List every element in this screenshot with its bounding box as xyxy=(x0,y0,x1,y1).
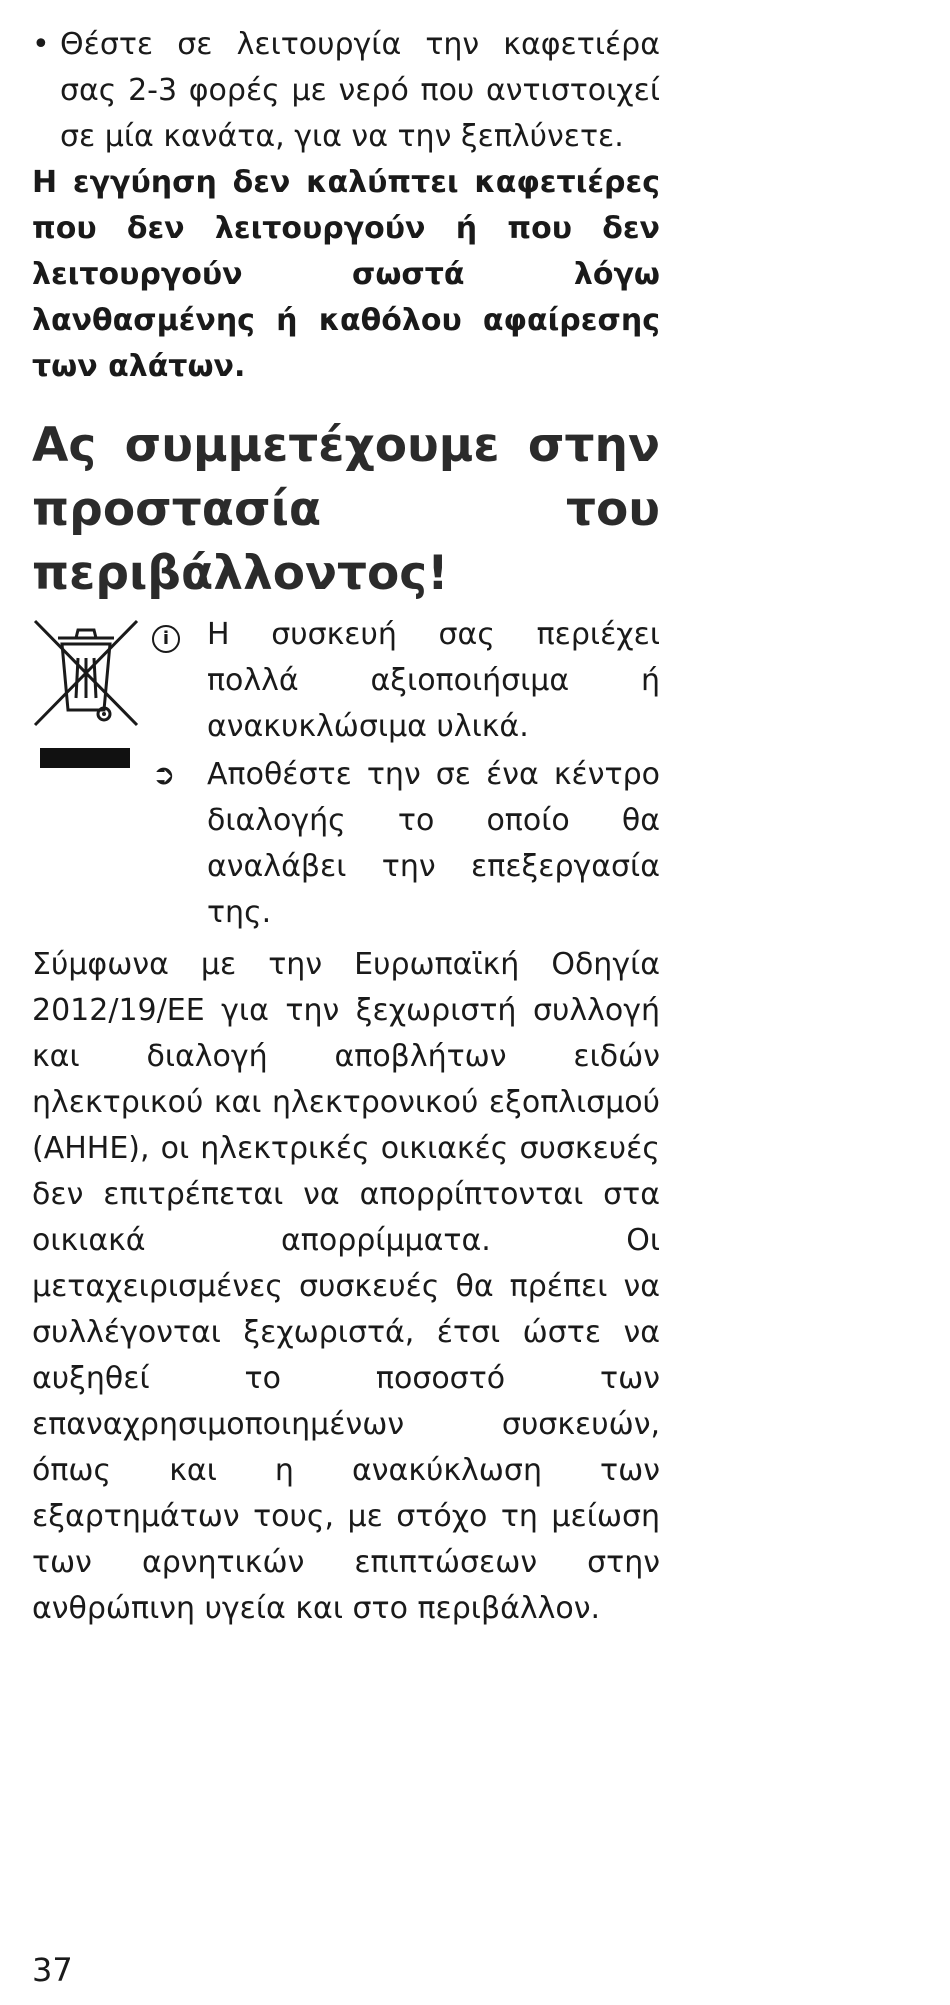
instruction-text: Θέστε σε λειτουργία την καφετιέρα σας 2-3 φορές με νερό που αντιστοιχεί σε μία κανάτα, για να την ξεπλύνετε. xyxy=(60,27,660,154)
page-number: 37 xyxy=(32,1951,73,1989)
info-item xyxy=(152,612,660,750)
document-page xyxy=(32,22,660,1632)
separate-collection-bar xyxy=(40,748,130,768)
bullet-dot: • xyxy=(32,27,50,62)
environment-heading: Ας συμμετέχουμε στην προστασία του περιβάλλοντος! xyxy=(32,418,660,601)
info-icon: i xyxy=(152,612,188,658)
action-item xyxy=(152,752,660,936)
instruction-bullet xyxy=(32,22,660,160)
warranty-note: Η εγγύηση δεν καλύπτει καφετιέρες που δεν λειτουργούν ή που δεν λειτουργούν σωστά λόγω λανθασμένης ή καθόλου αφαίρεσης των αλάτων. xyxy=(32,165,660,384)
weee-directive-paragraph: Σύμφωνα με την Ευρωπαϊκή Οδηγία 2012/19/ΕΕ για την ξεχωριστή συλλογή και διαλογή αποβλήτων ειδών ηλεκτρικού και ηλεκτρονικού εξοπλισμού (ΑΗΗΕ), οι ηλεκτρικές οικιακές συσκευές δεν επιτρέπεται να απορρίπτονται στα οικιακά απορρίμματα. Οι μεταχειρισμένες συσκευές θα πρέπει να συλλέγονται ξεχωριστά, έτσι ώστε να αυξηθεί το ποσοστό των επαναχρησιμοποιημένων συσκευών, όπως και η ανακύκλωση των εξαρτημάτων τους, με στόχο τη μείωση των αρνητικών επιπτώσεων στην ανθρώπινη υγεία και στο περιβάλλον. xyxy=(32,947,660,1626)
arrow-right-icon: ➲ xyxy=(152,758,176,791)
crossed-out-wheelie-bin-icon xyxy=(32,618,140,728)
action-text: Αποθέστε την σε ένα κέντρο διαλογής το οποίο θα αναλάβει την επεξεργασία της. xyxy=(207,757,660,930)
info-text: Η συσκευή σας περιέχει πολλά αξιοποιήσιμα ή ανακυκλώσιμα υλικά. xyxy=(207,617,660,744)
environment-block xyxy=(32,612,660,942)
